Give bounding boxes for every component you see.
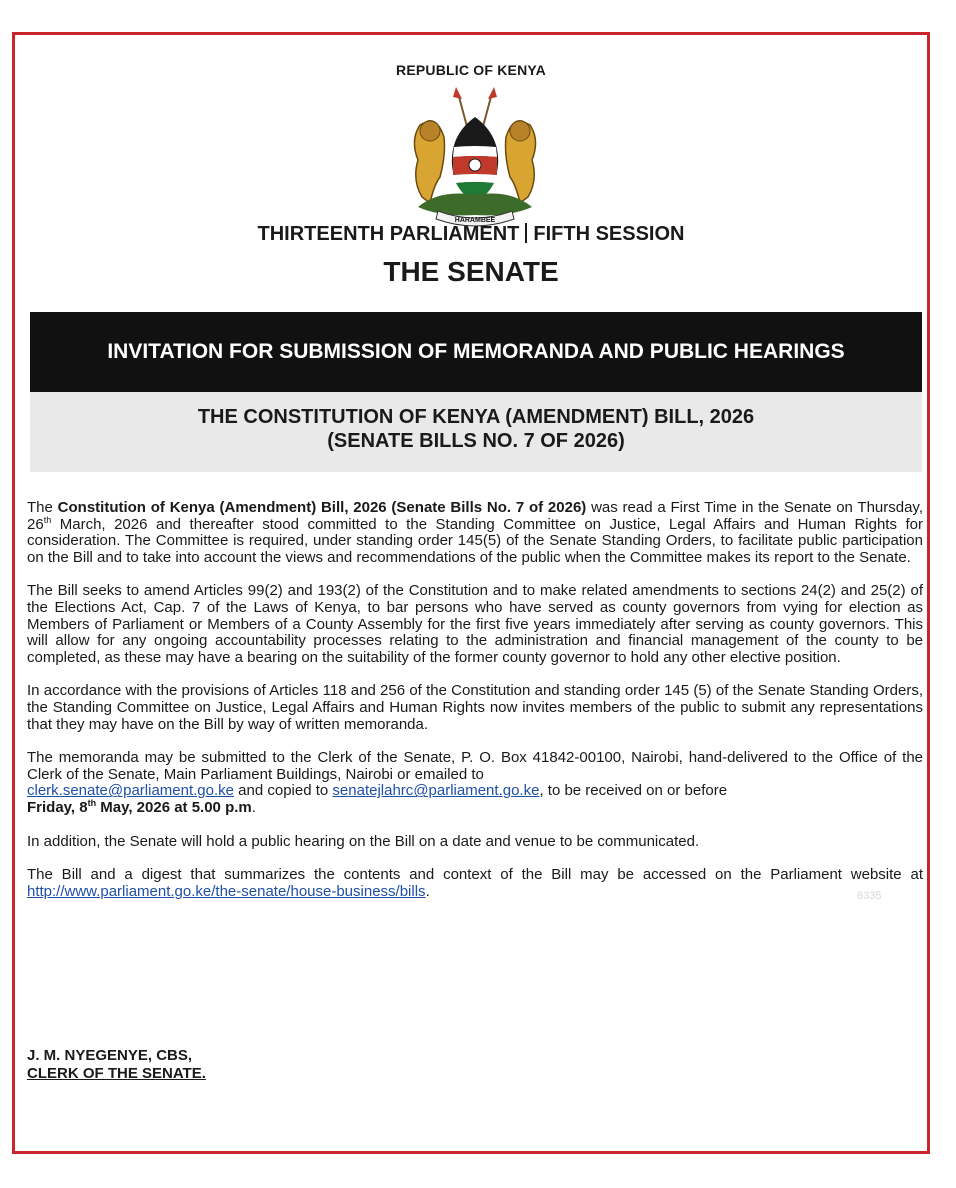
heading-divider <box>525 223 527 243</box>
house-title: THE SENATE <box>383 256 559 287</box>
parliament-session-heading <box>15 223 927 246</box>
notice-frame <box>12 32 930 1154</box>
coat-of-arms-icon <box>400 85 550 235</box>
parliament-bills-link[interactable]: http://www.parliament.go.ke/the-senate/house-business/bills <box>27 882 426 900</box>
bill-title-line2: (SENATE BILLS NO. 7 OF 2026) <box>327 430 625 452</box>
signatory-title: CLERK OF THE SENATE. <box>27 1065 206 1082</box>
deadline: Friday, 8th May, 2026 at 5.00 p.m <box>27 797 252 816</box>
paragraph-6: The Bill and a digest that summarizes the contents and context of the Bill may be accessed on the Parliament website at http://www.parliament.go.ke/the-senate/house-business/bills. <box>27 866 923 900</box>
paragraph-4: The memoranda may be submitted to the Clerk of the Senate, P. O. Box 41842-00100, Nairobi, hand-delivered to the Office of the Clerk of the Senate, Main Parliament Buildings, Nairobi or emailed to clerk.senate@parliament.go.ke and copied to senatejlahrc@parliament.go.ke, to be received on or before Friday, 8th May, 2026 at 5.00 p.m. <box>27 749 923 816</box>
paragraph-2: The Bill seeks to amend Articles 99(2) and 193(2) of the Constitution and to make related amendments to sections 24(2) and 25(2) of the Elections Act, Cap. 7 of the Laws of Kenya, to bar persons who have served as county governors from vying for election as Members of Parliament or Members of a County Assembly for the first five years immediately after serving as county governors. This will allow for any ongoing accountability processes relating to the administration and financial management of the county to be completed, as these may have a bearing on the suitability of the former county governor to hold any other elective position. <box>27 582 923 666</box>
paragraph-3: In accordance with the provisions of Articles 118 and 256 of the Constitution and standing order 145 (5) of the Senate Standing Orders, the Standing Committee on Justice, Legal Affairs and Human Rights now invites members of the public to submit any representations that they may have on the Bill by way of written memoranda. <box>27 682 923 733</box>
invitation-banner <box>30 312 922 392</box>
bill-name-bold: Constitution of Kenya (Amendment) Bill, 2026 (Senate Bills No. 7 of 2026) <box>57 499 587 516</box>
paragraph-1: The Constitution of Kenya (Amendment) Bill, 2026 (Senate Bills No. 7 of 2026) was read a First Time in the Senate on Thursday, 26th March, 2026 and thereafter stood committed to the Standing Committee on Justice, Legal Affairs and Human Rights for consideration. The Committee is required, under standing order 145(5) of the Senate Standing Orders, to facilitate public participation on the Bill and to take into account the views and recommendations of the public when the Committee makes its report to the Senate. <box>27 499 923 566</box>
signatory-name: J. M. NYEGENYE, CBS, <box>27 1047 193 1064</box>
notice-body <box>27 500 923 917</box>
paragraph-5: In addition, the Senate will hold a public hearing on the Bill on a date and venue to be communicated. <box>27 832 700 850</box>
reference-number: 6335 <box>857 890 882 902</box>
parliament-label: THIRTEENTH PARLIAMENT <box>257 223 520 245</box>
republic-heading: REPUBLIC OF KENYA <box>396 62 546 78</box>
session-label: FIFTH SESSION <box>533 223 685 245</box>
svg-text:HARAMBEE: HARAMBEE <box>454 217 496 224</box>
bill-title-box <box>30 392 922 472</box>
signature-block <box>27 1047 206 1083</box>
bill-title-line1: THE CONSTITUTION OF KENYA (AMENDMENT) BILL, 2026 <box>197 406 755 428</box>
committee-email-link[interactable]: senatejlahrc@parliament.go.ke <box>332 782 540 800</box>
clerk-email-link[interactable]: clerk.senate@parliament.go.ke <box>27 782 234 800</box>
banner-text: INVITATION FOR SUBMISSION OF MEMORANDA AND PUBLIC HEARINGS <box>107 340 845 363</box>
